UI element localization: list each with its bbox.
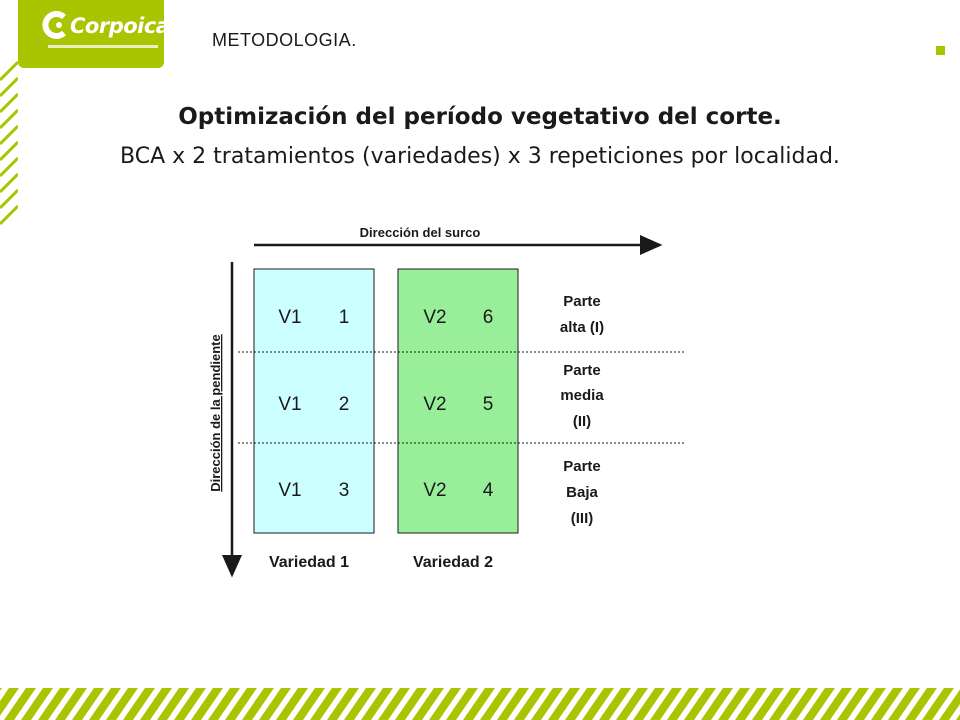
zone-label-high: Parte	[563, 293, 601, 310]
zone-label-middle: media	[560, 387, 604, 404]
plot-v1-variety: V1	[278, 307, 302, 328]
row-direction-label: Dirección del surco	[359, 225, 481, 240]
slide-subtitle: BCA x 2 tratamientos (variedades) x 3 repeticiones por localidad.	[120, 144, 840, 169]
logo-text: Corpoica	[70, 14, 170, 38]
zone-label-middle: Parte	[563, 362, 601, 379]
zone-label-low: (III)	[570, 510, 594, 527]
plot-v1-variety: V1	[278, 480, 302, 501]
variety-1-block	[254, 269, 374, 533]
plot-v1-variety: V1	[278, 394, 302, 415]
zone-label-low: Baja	[566, 484, 598, 501]
plot-v2-variety: V2	[423, 394, 447, 415]
variety-1-label: Variedad 1	[268, 554, 350, 571]
plot-v2-variety: V2	[423, 307, 447, 328]
slope-direction-label: Dirección de la pendiente	[208, 334, 223, 492]
zone-label-low: Parte	[563, 458, 601, 475]
plot-v1-number: 3	[338, 480, 350, 501]
variety-2-label: Variedad 2	[412, 554, 494, 571]
variety-2-block	[398, 269, 518, 533]
plot-v2-number: 5	[482, 394, 494, 415]
section-title: METODOLOGIA.	[212, 30, 357, 50]
plot-v2-variety: V2	[423, 480, 447, 501]
plot-v2-number: 6	[482, 307, 494, 328]
plot-v1-number: 1	[338, 307, 350, 328]
slide-title: Optimización del período vegetativo del corte.	[178, 104, 782, 130]
plot-v2-number: 4	[482, 480, 494, 501]
bottom-stripes-decoration	[0, 688, 960, 720]
zone-label-middle: (II)	[572, 413, 592, 430]
plot-v1-number: 2	[338, 394, 350, 415]
zone-label-high: alta (I)	[559, 319, 605, 336]
